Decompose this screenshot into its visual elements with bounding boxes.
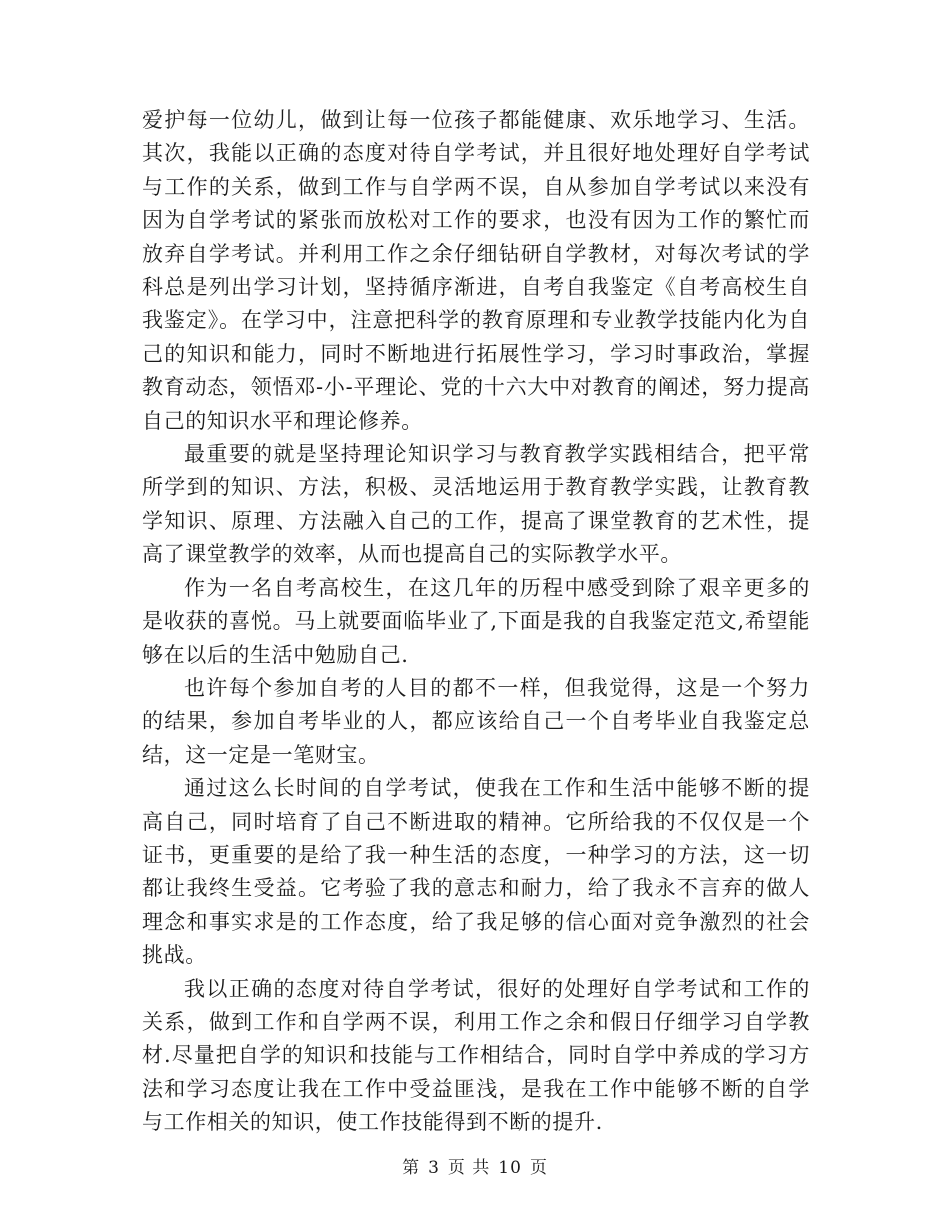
footer-suffix: 页 xyxy=(529,1158,548,1178)
paragraph-1: 爱护每一位幼儿，做到让每一位孩子都能健康、欢乐地学习、生活。其次，我能以正确的态度对待自学考试，并且很好地处理好自学考试与工作的关系，做到工作与自学两不误，自从参加自学考试以来没有因为自学考试的紧张而放松对工作的要求，也没有因为工作的繁忙而放弃自学考试。并利用工作之余仔细钻研自学教材，对每次考试的学科总是列出学习计划，坚持循序渐进，自考自我鉴定《自考高校生自我鉴定》。在学习中，注意把科学的教育原理和专业教学技能内化为自己的知识和能力，同时不断地进行拓展性学习，学习时事政治，掌握教育动态，领悟邓-小-平理论、党的十六大中对教育的阐述，努力提高自己的知识水平和理论修养。 xyxy=(142,108,810,433)
footer-prefix: 第 xyxy=(402,1158,421,1178)
paragraph-2: 最重要的就是坚持理论知识学习与教育教学实践相结合，把平常所学到的知识、方法，积极、灵活地运用于教育教学实践，让教育教学知识、原理、方法融入自己的工作，提高了课堂教育的艺术性，提高了课堂教学的效率，从而也提高自己的实际教学水平。 xyxy=(142,442,810,567)
footer-middle: 页 共 xyxy=(447,1158,491,1178)
document-body xyxy=(142,104,810,1140)
page-footer xyxy=(0,1153,950,1178)
paragraph-6: 我以正确的态度对待自学考试，很好的处理好自学考试和工作的关系，做到工作和自学两不误，利用工作之余和假日仔细学习自学教材.尽量把自学的知识和技能与工作相结合，同时自学中养成的学习方法和学习态度让我在工作中受益匪浅，是我在工作中能够不断的自学与工作相关的知识，使工作技能得到不断的提升. xyxy=(142,976,810,1135)
paragraph-5: 通过这么长时间的自学考试，使我在工作和生活中能够不断的提高自己，同时培育了自己不断进取的精神。它所给我的不仅仅是一个证书，更重要的是给了我一种生活的态度，一种学习的方法，这一切都让我终生受益。它考验了我的意志和耐力，给了我永不言弃的做人理念和事实求是的工作态度，给了我足够的信心面对竞争激烈的社会挑战。 xyxy=(142,776,810,968)
paragraph-3: 作为一名自考高校生，在这几年的历程中感受到除了艰辛更多的是收获的喜悦。马上就要面临毕业了,下面是我的自我鉴定范文,希望能够在以后的生活中勉励自己. xyxy=(142,575,810,667)
footer-page-number: 3 xyxy=(428,1158,440,1178)
footer-total-pages: 10 xyxy=(498,1158,522,1178)
paragraph-4: 也许每个参加自考的人目的都不一样，但我觉得，这是一个努力的结果，参加自考毕业的人，都应该给自己一个自考毕业自我鉴定总结，这一定是一笔财宝。 xyxy=(142,675,810,767)
